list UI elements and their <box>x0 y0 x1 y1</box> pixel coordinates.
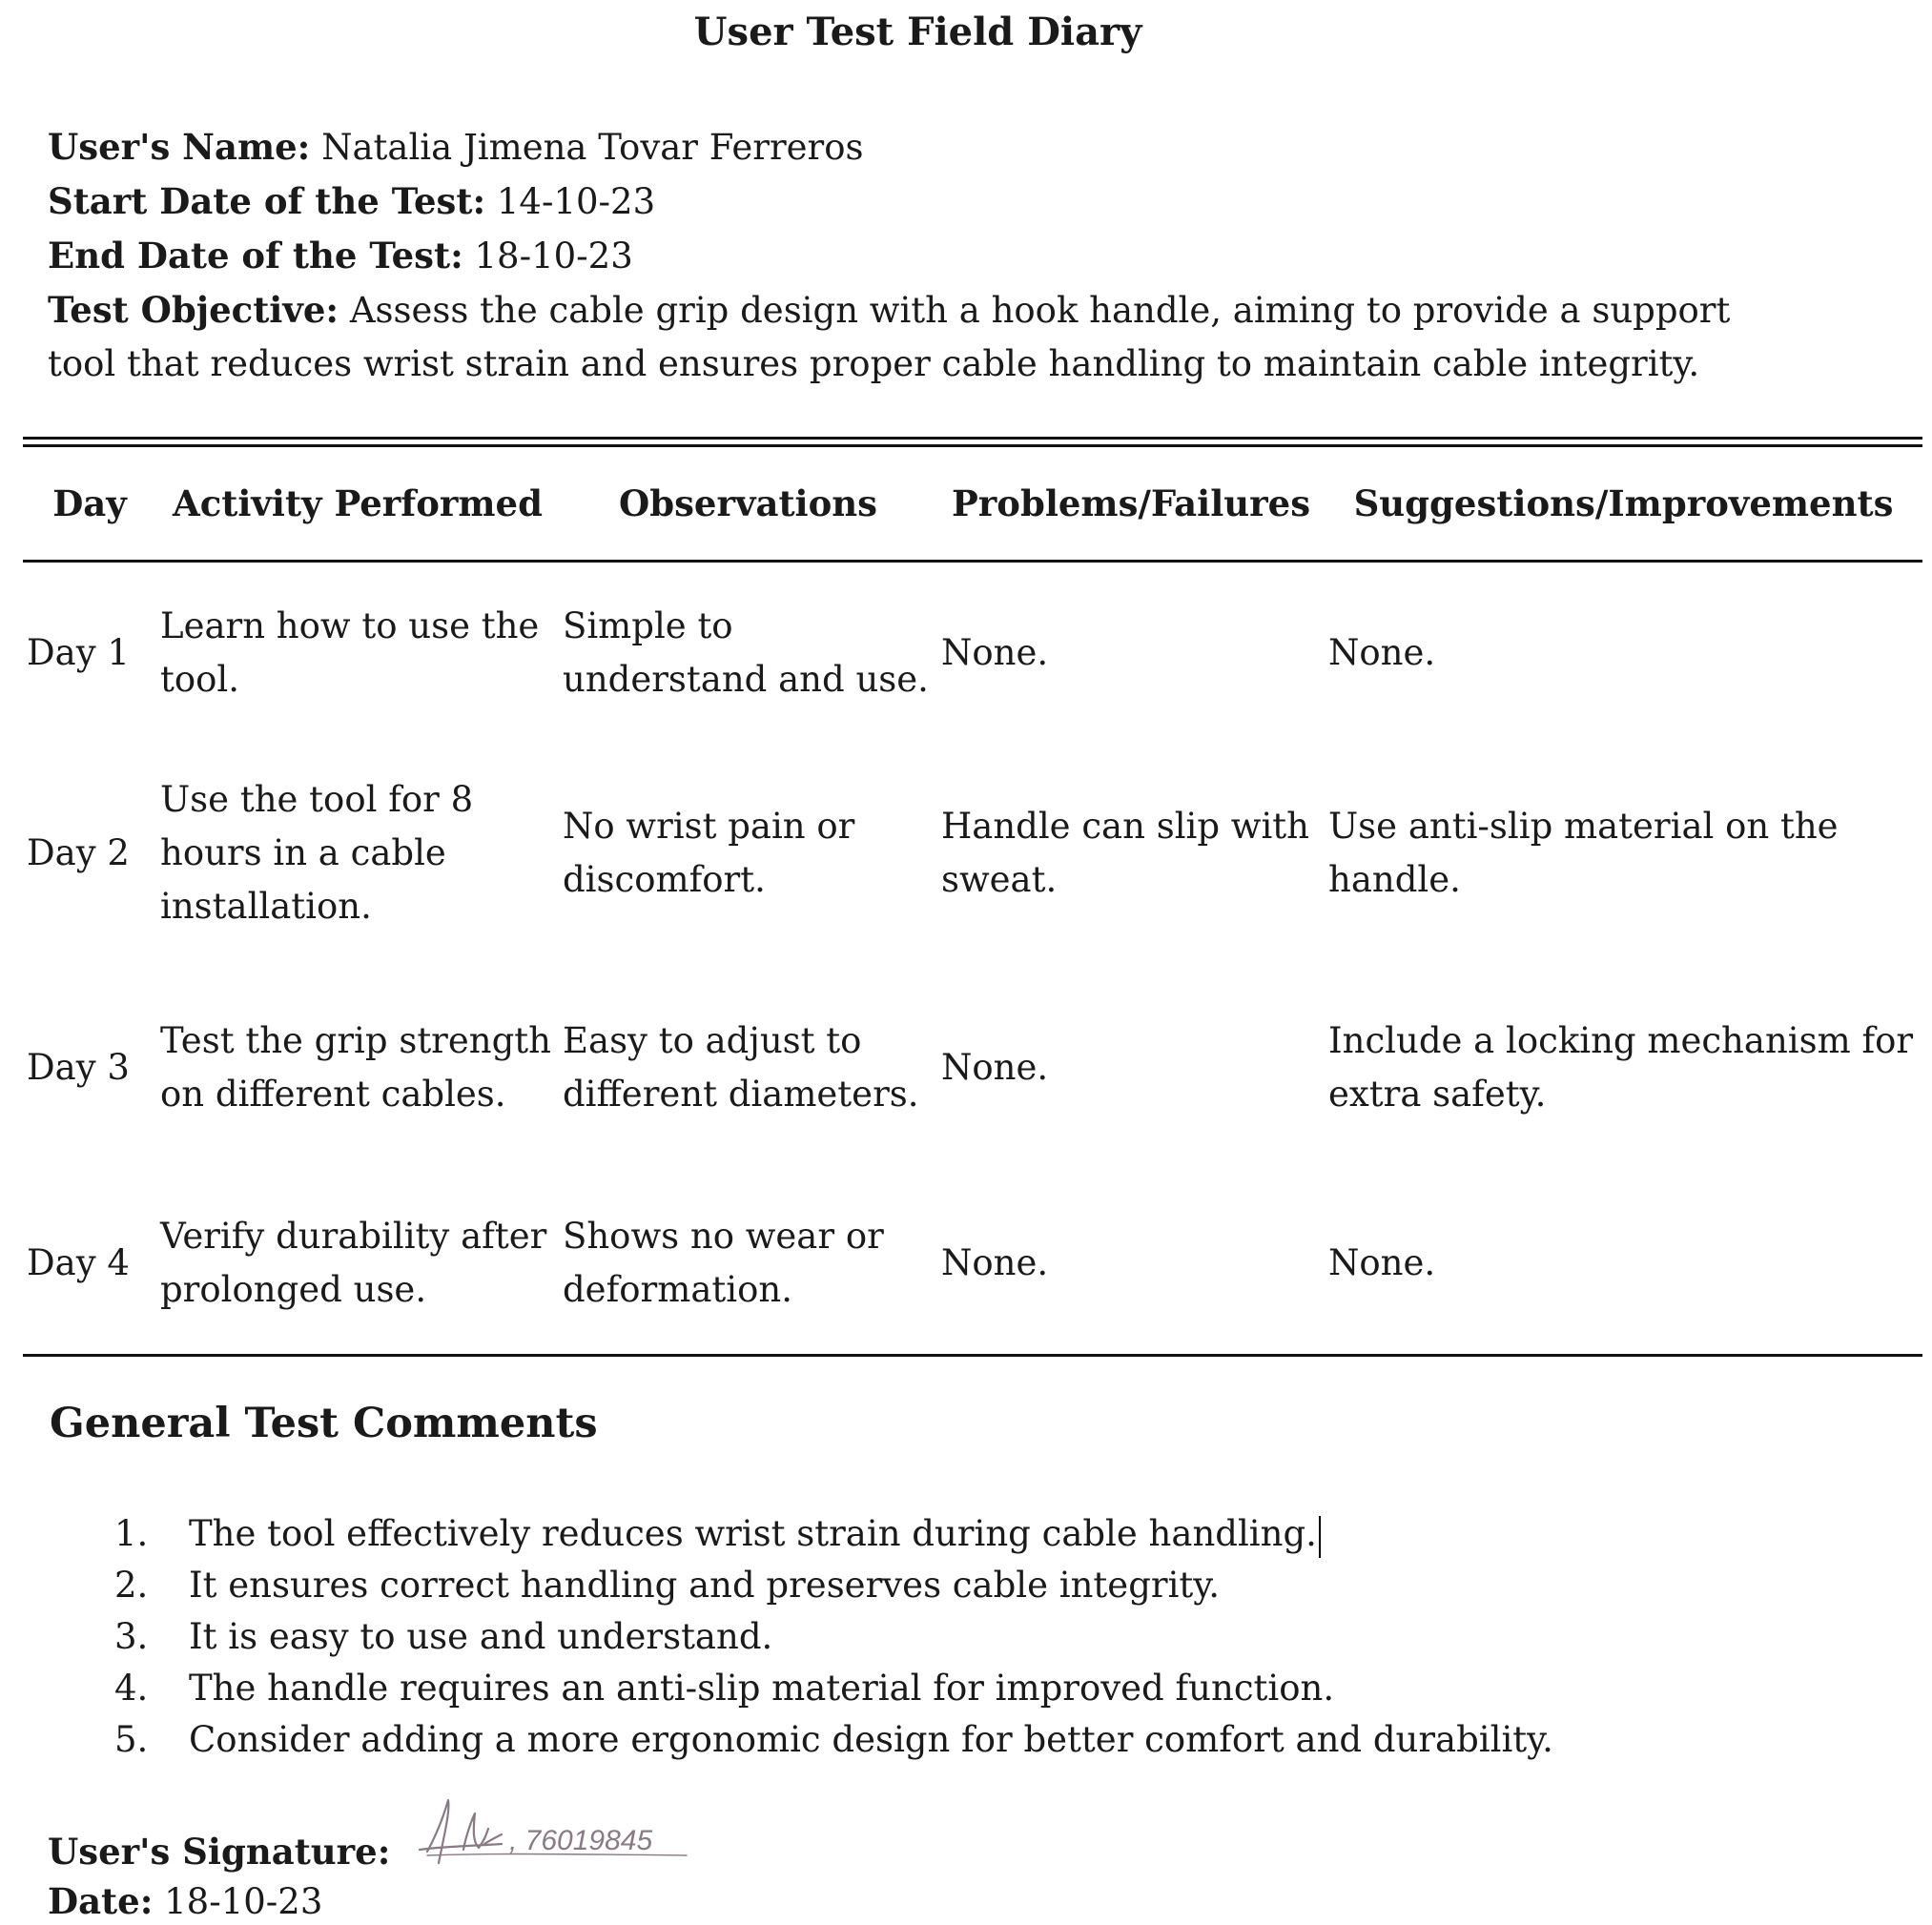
cell-observations: No wrist pain or discomfort. <box>563 806 855 900</box>
cell-suggestions: Use anti-slip material on the handle. <box>1328 806 1839 900</box>
signature-date-row <box>48 1880 322 1922</box>
table-row <box>23 963 1922 1173</box>
list-item-text[interactable]: Consider adding a more ergonomic design for better comfort and durability. <box>189 1719 1553 1760</box>
header-observations: Observations <box>559 447 937 562</box>
cell-suggestions: None. <box>1325 1173 1922 1356</box>
end-date-row <box>48 229 1812 283</box>
header-suggestions: Suggestions/Improvements <box>1325 447 1922 562</box>
list-item-number: 4. <box>114 1668 149 1709</box>
cell-observations: Shows no wear or deformation. <box>559 1173 937 1356</box>
end-date-value: 18-10-23 <box>474 236 633 276</box>
list-item-text[interactable]: It is easy to use and understand. <box>189 1616 773 1657</box>
table-row <box>23 1173 1922 1356</box>
handwritten-signature-image <box>410 1792 715 1878</box>
signature-date-value: 18-10-23 <box>164 1881 323 1922</box>
cell-activity: Use the tool for 8 hours in a cable installation. <box>160 779 474 927</box>
test-info <box>48 120 1812 391</box>
general-comments-list <box>114 1508 1553 1766</box>
signature-date-label: Date: <box>48 1880 154 1922</box>
list-item <box>114 1611 1553 1663</box>
start-date-value: 14-10-23 <box>496 181 656 222</box>
cell-activity: Learn how to use the tool. <box>160 605 540 700</box>
test-objective-value: Assess the cable grip design with a hook handle, aiming to provide a support tool that reduces wrist strain and ensures proper cable handling to maintain cable integrity. <box>48 290 1731 384</box>
header-day: Day <box>23 447 156 562</box>
diary-table-container <box>23 437 1922 1357</box>
signature-handwriting: , 76019845 <box>509 1825 653 1856</box>
list-item <box>114 1663 1553 1714</box>
user-name-value: Natalia Jimena Tovar Ferreros <box>321 127 864 168</box>
cell-suggestions: None. <box>1328 632 1436 673</box>
document-title: User Test Field Diary <box>693 10 1142 54</box>
cell-problems: None. <box>941 632 1049 673</box>
cell-problems: None. <box>941 1047 1049 1088</box>
table-header-row <box>23 447 1922 562</box>
list-item-text[interactable]: It ensures correct handling and preserves cable integrity. <box>189 1565 1221 1606</box>
diary-table <box>23 447 1922 1357</box>
user-name-label: User's Name: <box>48 126 311 168</box>
table-row <box>23 562 1922 745</box>
cell-observations: Easy to adjust to different diameters. <box>563 1020 919 1115</box>
cell-day: Day 2 <box>27 832 130 873</box>
user-name-row <box>48 120 1812 174</box>
header-problems: Problems/Failures <box>937 447 1325 562</box>
general-comments-heading: General Test Comments <box>50 1400 598 1447</box>
list-item <box>114 1560 1553 1611</box>
cell-day: Day 1 <box>27 632 130 673</box>
list-item-number: 1. <box>114 1513 149 1554</box>
table-row <box>23 744 1922 963</box>
list-item <box>114 1714 1553 1766</box>
list-item-number: 3. <box>114 1616 149 1657</box>
cell-observations: Simple to understand and use. <box>563 605 929 700</box>
header-activity: Activity Performed <box>156 447 559 562</box>
test-objective-row <box>48 283 1783 391</box>
cell-activity: Verify durability after prolonged use. <box>156 1173 559 1356</box>
end-date-label: End Date of the Test: <box>48 235 463 276</box>
list-item-number: 2. <box>114 1565 149 1606</box>
start-date-label: Start Date of the Test: <box>48 180 486 222</box>
cell-day: Day 3 <box>27 1047 130 1088</box>
cell-day: Day 4 <box>23 1173 156 1356</box>
text-cursor <box>1319 1516 1321 1558</box>
test-objective-label: Test Objective: <box>48 289 339 331</box>
list-item-text[interactable]: The tool effectively reduces wrist strain during cable handling. <box>189 1508 1321 1560</box>
list-item-text[interactable]: The handle requires an anti-slip material for improved function. <box>189 1668 1335 1709</box>
list-item <box>114 1508 1553 1560</box>
cell-problems: Handle can slip with sweat. <box>941 806 1310 900</box>
list-item-number: 5. <box>114 1719 149 1760</box>
cell-problems: None. <box>937 1173 1325 1356</box>
cell-suggestions: Include a locking mechanism for extra safety. <box>1328 1020 1914 1115</box>
start-date-row <box>48 174 1812 229</box>
cell-activity: Test the grip strength on different cables. <box>160 1020 551 1115</box>
table-top-rule <box>23 437 1922 447</box>
signature-label: User's Signature: <box>48 1831 391 1873</box>
